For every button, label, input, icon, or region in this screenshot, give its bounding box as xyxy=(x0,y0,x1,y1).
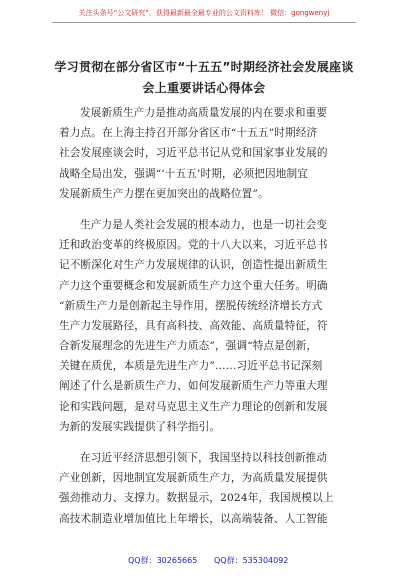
footer-qq-group-2: QQ群：535304092 xyxy=(214,556,289,565)
body-line: 发展新质生产力摆在更加突出的战略位置”。 xyxy=(59,187,269,200)
body-line: 社会发展座谈会时，习近平总书记从党和国家事业发展的 xyxy=(59,147,328,160)
body-line: 为新的发展实践提供了科学指引。 xyxy=(59,420,221,433)
body-line: 发展新质生产力是推动高质量发展的内在要求和重要 xyxy=(80,107,328,119)
header-banner: 关注头条号“公文研究”，获得最新最全最专业的公文资料库！ 微信：gongwenyj xyxy=(78,9,330,17)
body-line: 阐述了什么是新质生产力、如何发展新质生产力等重大理 xyxy=(59,380,328,393)
document-title-line-2: 会上重要讲话心得体会 xyxy=(142,81,266,95)
body-line: 在习近平经济思想引领下，我国坚持以科技创新推动 xyxy=(80,452,328,464)
body-line: 高技术制造业增加值比上年增长，以高端装备、人工智能 xyxy=(59,512,328,525)
header-divider xyxy=(52,22,356,23)
body-text xyxy=(59,103,351,529)
document-title-line-1: 学习贯彻在部分省区市“十五五”时期经济社会发展座谈 xyxy=(54,60,354,74)
body-line: 论和实践问题，是对马克思主义生产力理论的创新和发展 xyxy=(59,400,328,413)
body-line: 记不断深化对生产力发展规律的认识，创造性提出新质生 xyxy=(59,259,328,272)
body-line: 合新发展理念的先进生产力质态”，强调“特点是创新， xyxy=(59,340,318,353)
body-line: 生产力是人类社会发展的根本动力，也是一切社会变 xyxy=(80,218,328,231)
body-line: 迁和政治变革的终极原因。党的十八大以来，习近平总书 xyxy=(59,239,328,252)
body-line: 强劲推动力、支撑力。数据显示，2024年，我国规模以上 xyxy=(59,492,334,505)
body-line: 产力这个重要概念和发展新质生产力这个重大任务。明确 xyxy=(59,279,328,292)
body-line: 关键在质优，本质是先进生产力”……习近平总书记深刻 xyxy=(59,360,323,373)
body-line: 战略全局出发，强调“‘十五五’时期，必须把因地制宜 xyxy=(59,167,308,180)
body-line: “新质生产力是创新起主导作用，摆脱传统经济增长方式 xyxy=(59,299,323,312)
body-line: 产业创新，因地制宜发展新质生产力，为高质量发展提供 xyxy=(59,472,328,485)
footer-qq-group-1: QQ群：30265665 xyxy=(128,556,198,565)
body-line: 着力点。在上海主持召开部分省区市“十五五”时期经济 xyxy=(59,127,318,140)
body-line: 生产力发展路径，具有高科技、高效能、高质量特征，符 xyxy=(59,319,328,332)
